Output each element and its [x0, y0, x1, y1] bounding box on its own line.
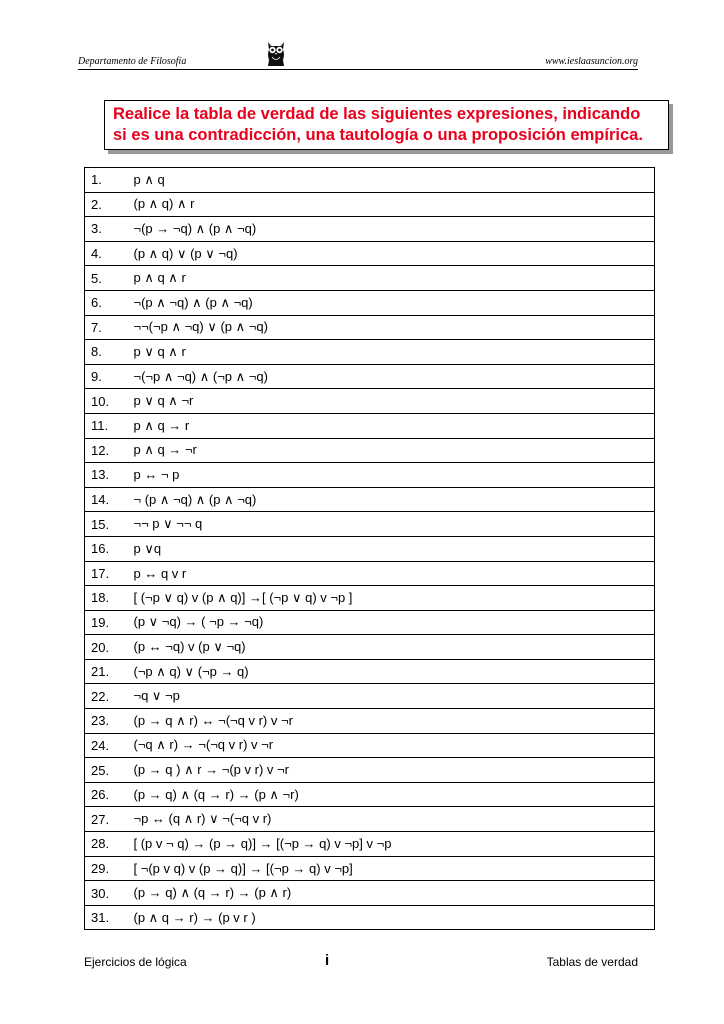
- exercise-number: 19.: [85, 610, 128, 635]
- exercise-number: 28.: [85, 832, 128, 857]
- table-row: [85, 364, 655, 389]
- table-row: [85, 536, 655, 561]
- exercise-number: 11.: [85, 413, 128, 438]
- table-row: [85, 782, 655, 807]
- exercise-expression: (p → q) ∧ (q → r) → (p ∧ ¬r): [128, 782, 655, 807]
- exercise-number: 20.: [85, 635, 128, 660]
- exercise-number: 7.: [85, 315, 128, 340]
- exercise-number: 14.: [85, 487, 128, 512]
- exercise-expression: (p → q) ∧ (q → r) → (p ∧ r): [128, 881, 655, 906]
- table-row: [85, 315, 655, 340]
- exercise-number: 21.: [85, 659, 128, 684]
- department-name: Departamento de Filosofía: [78, 56, 187, 67]
- exercise-expression: ¬ (p ∧ ¬q) ∧ (p ∧ ¬q): [128, 487, 655, 512]
- exercise-number: 30.: [85, 881, 128, 906]
- table-row: [85, 881, 655, 906]
- exercise-number: 5.: [85, 266, 128, 291]
- instruction-box: [104, 100, 669, 150]
- exercise-number: 2.: [85, 192, 128, 217]
- exercise-number: 1.: [85, 168, 128, 193]
- table-row: [85, 290, 655, 315]
- instruction-line-1: Realice la tabla de verdad de las siguientes expresiones, indicando: [113, 105, 641, 123]
- footer-topic: Tablas de verdad: [546, 955, 638, 969]
- exercise-number: 31.: [85, 905, 128, 930]
- table-row: [85, 733, 655, 758]
- exercise-table: [84, 167, 655, 930]
- exercise-expression: [ (p v ¬ q) → (p → q)] → [(¬p → q) v ¬p] v ¬p: [128, 832, 655, 857]
- table-row: [85, 561, 655, 586]
- table-row: [85, 832, 655, 857]
- exercise-expression: p ∨ q ∧ ¬r: [128, 389, 655, 414]
- exercise-number: 4.: [85, 241, 128, 266]
- exercise-number: 12.: [85, 438, 128, 463]
- exercise-number: 9.: [85, 364, 128, 389]
- table-row: [85, 168, 655, 193]
- table-row: [85, 635, 655, 660]
- exercise-expression: p ∧ q → r: [128, 413, 655, 438]
- exercise-expression: [ ¬(p v q) v (p → q)] → [(¬p → q) v ¬p]: [128, 856, 655, 881]
- exercise-expression: p ∧ q → ¬r: [128, 438, 655, 463]
- exercise-number: 18.: [85, 586, 128, 611]
- table-row: [85, 659, 655, 684]
- exercise-expression: (p ↔ ¬q) v (p ∨ ¬q): [128, 635, 655, 660]
- instruction-line-2: si es una contradicción, una tautología o una proposición empírica.: [113, 126, 643, 144]
- table-row: [85, 192, 655, 217]
- page-number: i: [325, 952, 330, 969]
- exercise-expression: (p → q ) ∧ r → ¬(p v r) v ¬r: [128, 758, 655, 783]
- website-url: www.ieslaasuncion.org: [545, 56, 638, 67]
- exercise-expression: (p → q ∧ r) ↔ ¬(¬q v r) v ¬r: [128, 709, 655, 734]
- table-row: [85, 340, 655, 365]
- exercise-number: 6.: [85, 290, 128, 315]
- exercise-number: 10.: [85, 389, 128, 414]
- table-row: [85, 487, 655, 512]
- exercise-expression: p ↔ q v r: [128, 561, 655, 586]
- table-row: [85, 266, 655, 291]
- exercise-number: 26.: [85, 782, 128, 807]
- exercise-expression: [ (¬p ∨ q) v (p ∧ q)] →[ (¬p ∨ q) v ¬p ]: [128, 586, 655, 611]
- exercise-number: 27.: [85, 807, 128, 832]
- exercise-number: 17.: [85, 561, 128, 586]
- exercise-expression: (p ∧ q → r) → (p v r ): [128, 905, 655, 930]
- exercise-expression: (p ∧ q) ∨ (p ∨ ¬q): [128, 241, 655, 266]
- exercise-expression: ¬¬(¬p ∧ ¬q) ∨ (p ∧ ¬q): [128, 315, 655, 340]
- exercise-expression: ¬¬ p ∨ ¬¬ q: [128, 512, 655, 537]
- table-row: [85, 807, 655, 832]
- page-footer: [84, 952, 638, 972]
- table-row: [85, 684, 655, 709]
- footer-subject: Ejercicios de lógica: [84, 955, 187, 969]
- exercise-expression: p ∧ q: [128, 168, 655, 193]
- table-row: [85, 905, 655, 930]
- table-row: [85, 610, 655, 635]
- table-row: [85, 758, 655, 783]
- exercise-expression: ¬(¬p ∧ ¬q) ∧ (¬p ∧ ¬q): [128, 364, 655, 389]
- table-row: [85, 389, 655, 414]
- exercise-number: 25.: [85, 758, 128, 783]
- table-row: [85, 709, 655, 734]
- header-rule: [78, 69, 638, 70]
- exercise-expression: (¬q ∧ r) → ¬(¬q v r) v ¬r: [128, 733, 655, 758]
- exercise-number: 24.: [85, 733, 128, 758]
- exercise-expression: ¬p ↔ (q ∧ r) ∨ ¬(¬q v r): [128, 807, 655, 832]
- table-row: [85, 463, 655, 488]
- exercise-expression: p ↔ ¬ p: [128, 463, 655, 488]
- exercise-number: 16.: [85, 536, 128, 561]
- table-row: [85, 241, 655, 266]
- exercise-expression: ¬q ∨ ¬p: [128, 684, 655, 709]
- exercise-number: 15.: [85, 512, 128, 537]
- exercise-expression: p ∨ q ∧ r: [128, 340, 655, 365]
- exercise-expression: (p ∨ ¬q) → ( ¬p → ¬q): [128, 610, 655, 635]
- owl-logo-icon: [264, 38, 288, 68]
- table-row: [85, 856, 655, 881]
- exercise-expression: ¬(p ∧ ¬q) ∧ (p ∧ ¬q): [128, 290, 655, 315]
- exercise-number: 3.: [85, 217, 128, 242]
- exercise-number: 29.: [85, 856, 128, 881]
- exercise-expression: (p ∧ q) ∧ r: [128, 192, 655, 217]
- exercise-expression: p ∧ q ∧ r: [128, 266, 655, 291]
- exercise-expression: p ∨q: [128, 536, 655, 561]
- table-row: [85, 438, 655, 463]
- page-header: [78, 38, 638, 70]
- table-row: [85, 413, 655, 438]
- exercise-number: 13.: [85, 463, 128, 488]
- exercise-expression: ¬(p → ¬q) ∧ (p ∧ ¬q): [128, 217, 655, 242]
- exercise-expression: (¬p ∧ q) ∨ (¬p → q): [128, 659, 655, 684]
- table-row: [85, 512, 655, 537]
- exercise-number: 22.: [85, 684, 128, 709]
- table-row: [85, 217, 655, 242]
- exercise-number: 8.: [85, 340, 128, 365]
- exercise-number: 23.: [85, 709, 128, 734]
- table-row: [85, 586, 655, 611]
